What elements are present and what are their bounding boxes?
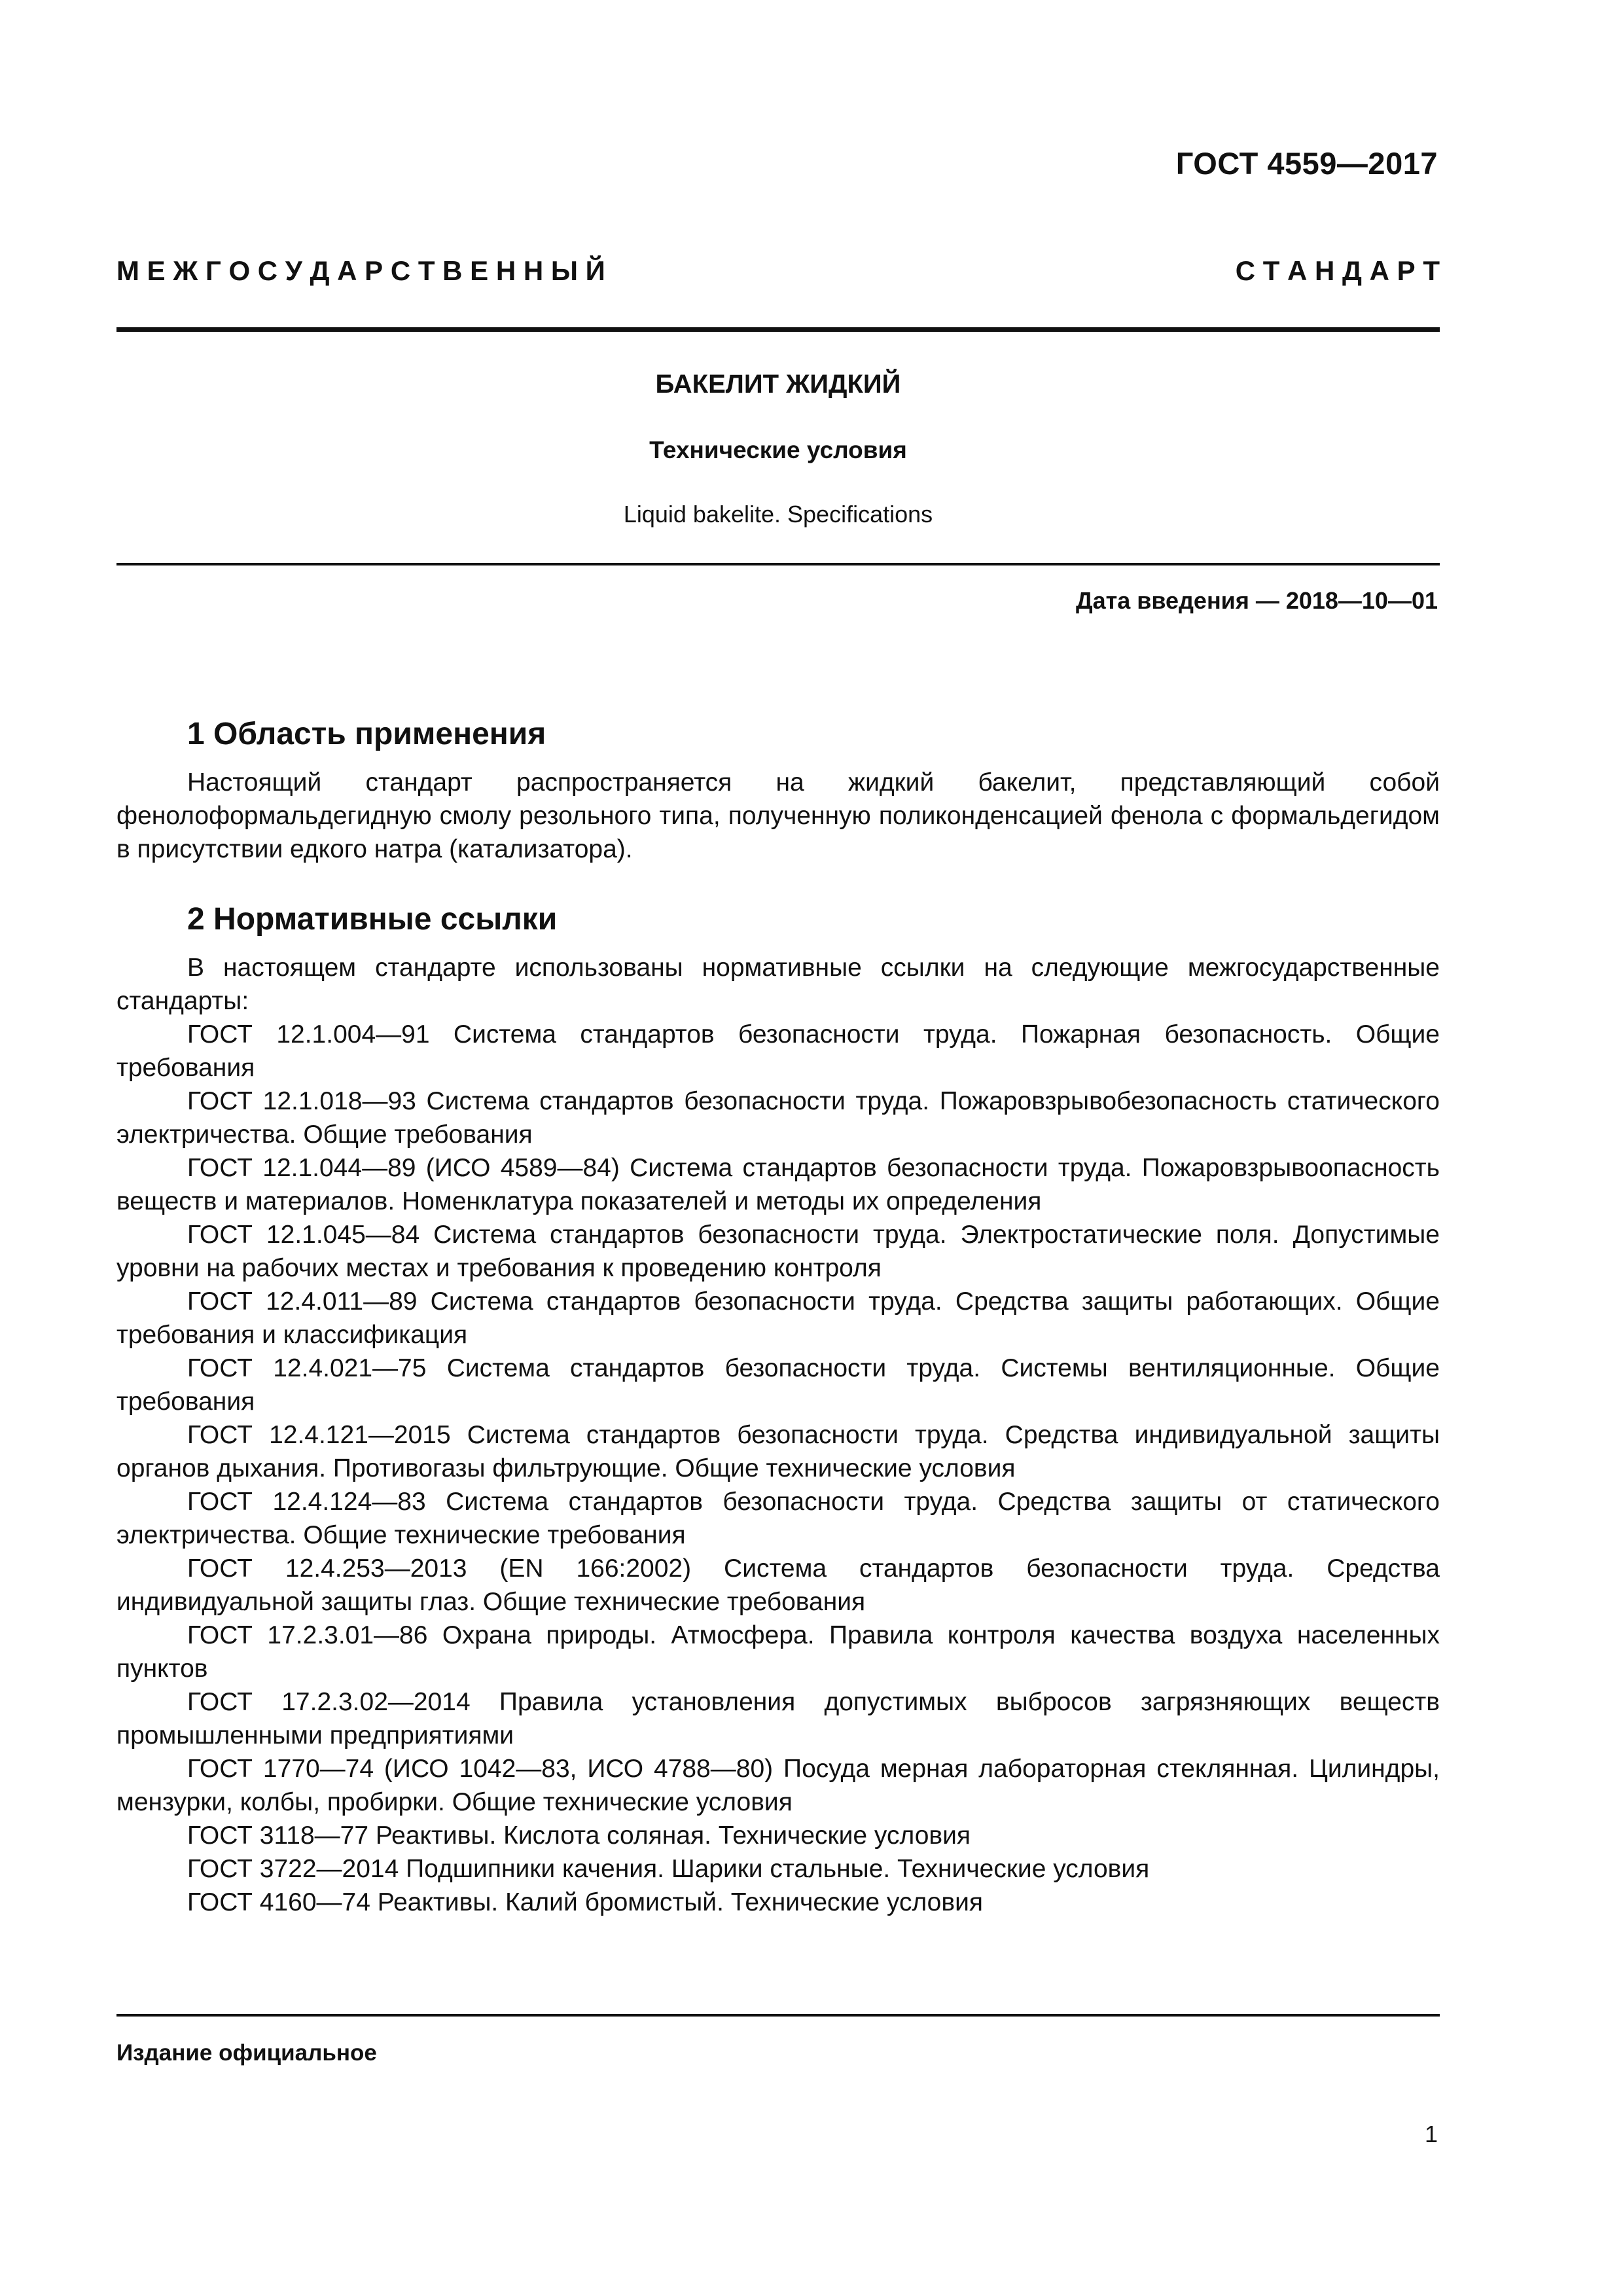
footer-divider — [116, 2014, 1440, 2017]
english-title: Liquid bakelite. Specifications — [623, 501, 933, 528]
document-subtitle: Технические условия — [649, 437, 907, 463]
banner-gap — [901, 255, 940, 287]
document-body — [116, 708, 1440, 1919]
reference-item: ГОСТ 12.4.011—89 Система стандартов безопасности труда. Средства защиты работающих. Общие требования и классификация — [116, 1287, 1440, 1349]
document-title: БАКЕЛИТ ЖИДКИЙ — [655, 370, 901, 399]
reference-item: ГОСТ 3118—77 Реактивы. Кислота соляная. Технические условия — [187, 1821, 971, 1850]
introduction-date: Дата введения — 2018—10—01 — [1075, 587, 1438, 614]
reference-item: ГОСТ 4160—74 Реактивы. Калий бромистый. Технические условия — [187, 1888, 983, 1916]
reference-item: ГОСТ 12.1.044—89 (ИСО 4589—84) Система стандартов безопасности труда. Пожаровзрывоопасность веществ и материалов. Номенклатура показателей и методы их определения — [116, 1154, 1440, 1215]
standard-type-word-1: М Е Ж Г О С У Д А Р С Т В Е Н Н Ы Й — [116, 255, 605, 286]
reference-item: ГОСТ 12.4.121—2015 Система стандартов безопасности труда. Средства индивидуальной защиты органов дыхания. Противогазы фильтрующие. Общие технические условия — [116, 1421, 1440, 1482]
section-2-intro: В настоящем стандарте использованы нормативные ссылки на следующие межгосударственные стандарты: — [116, 954, 1440, 1015]
page-number: 1 — [1424, 2121, 1438, 2147]
reference-item: ГОСТ 3722—2014 Подшипники качения. Шарики стальные. Технические условия — [187, 1855, 1150, 1883]
section-2-heading: 2 Нормативные ссылки — [187, 902, 558, 937]
reference-item: ГОСТ 12.1.004—91 Система стандартов безопасности труда. Пожарная безопасность. Общие требования — [116, 1020, 1440, 1082]
section-1-heading: 1 Область применения — [187, 717, 546, 751]
header-divider — [116, 327, 1440, 332]
document-code: ГОСТ 4559—2017 — [1175, 146, 1438, 181]
reference-item: ГОСТ 12.4.124—83 Система стандартов безопасности труда. Средства защиты от статического электричества. Общие технические требования — [116, 1488, 1440, 1549]
normative-references-list — [116, 1018, 1440, 1919]
standard-type-banner — [116, 255, 1440, 287]
reference-item: ГОСТ 12.1.018—93 Система стандартов безопасности труда. Пожаровзрывобезопасность статического электричества. Общие требования — [116, 1087, 1440, 1149]
reference-item: ГОСТ 17.2.3.02—2014 Правила установления допустимых выбросов загрязняющих веществ промышленными предприятиями — [116, 1688, 1440, 1749]
reference-item: ГОСТ 1770—74 (ИСО 1042—83, ИСО 4788—80) Посуда мерная лабораторная стеклянная. Цилиндры, мензурки, колбы, пробирки. Общие технические условия — [116, 1755, 1440, 1816]
standard-type-word-2: С Т А Н Д А Р Т — [1235, 255, 1440, 286]
reference-item: ГОСТ 12.1.045—84 Система стандартов безопасности труда. Электростатические поля. Допустимые уровни на рабочих местах и требования к проведению контроля — [116, 1221, 1440, 1282]
reference-item: ГОСТ 17.2.3.01—86 Охрана природы. Атмосфера. Правила контроля качества воздуха населенных пунктов — [116, 1621, 1440, 1683]
title-divider — [116, 563, 1440, 565]
edition-label: Издание официальное — [116, 2040, 377, 2066]
reference-item: ГОСТ 12.4.253—2013 (EN 166:2002) Система стандартов безопасности труда. Средства индивидуальной защиты глаз. Общие технические требования — [116, 1554, 1440, 1616]
reference-item: ГОСТ 12.4.021—75 Система стандартов безопасности труда. Системы вентиляционные. Общие требования — [116, 1354, 1440, 1416]
section-1-text: Настоящий стандарт распространяется на жидкий бакелит, представляющий собой фенолоформальдегидную смолу резольного типа, полученную поликонденсацией фенола с формальдегидом в присутствии едкого натра (катализатора). — [116, 768, 1440, 863]
